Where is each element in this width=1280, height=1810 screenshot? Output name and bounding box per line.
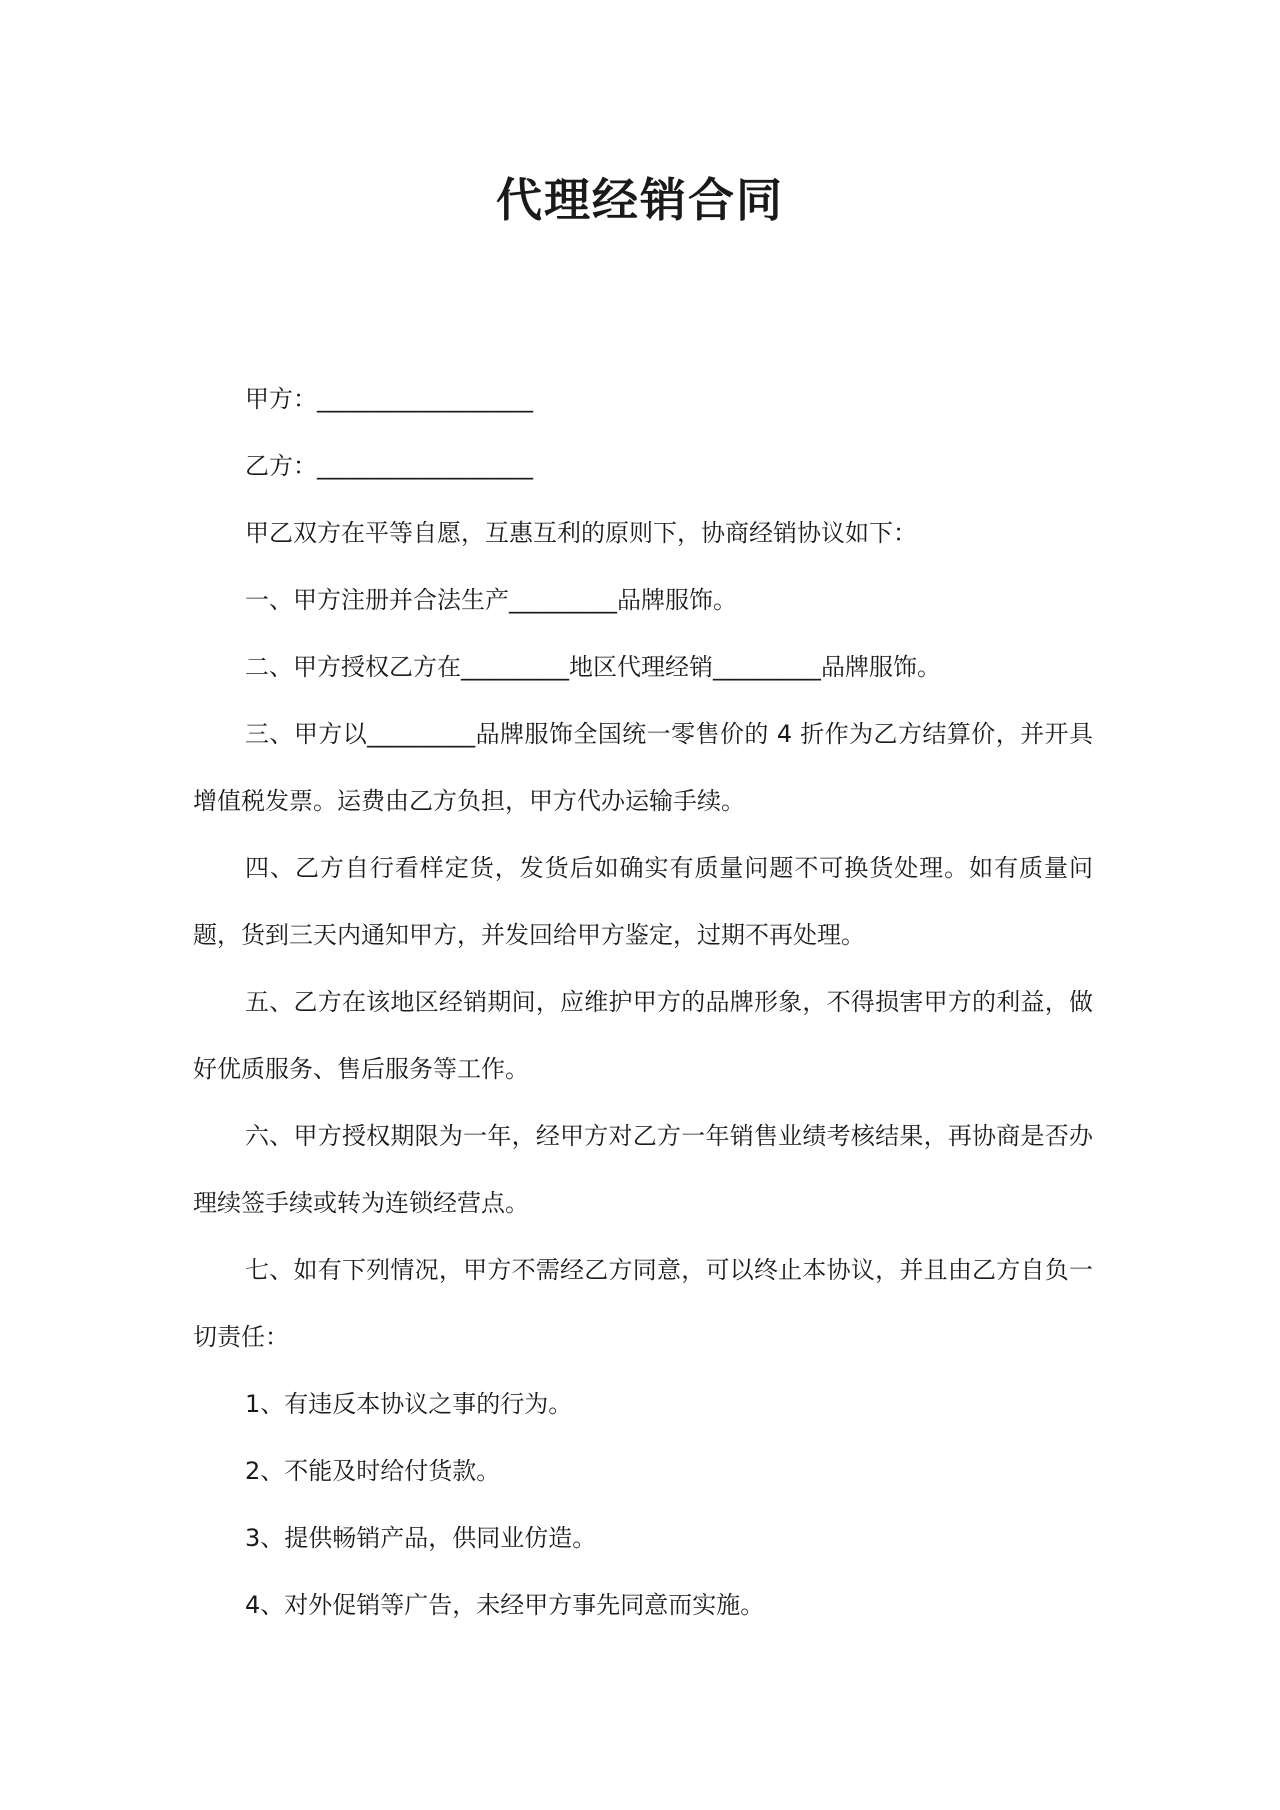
clause-6: 六、甲方授权期限为一年，经甲方对乙方一年销售业绩考核结果，再协商是否办理续签手续或转为连锁经营点。 [193,1122,1093,1217]
clause-2: 二、甲方授权乙方在_________地区代理经销_________品牌服饰。 [245,653,941,681]
document-body [193,366,1093,1639]
sub-item-1: 1、有违反本协议之事的行为。 [245,1390,573,1418]
clause-3: 三、甲方以_________品牌服饰全国统一零售价的 4 折作为乙方结算价，并开具增值税发票。运费由乙方负担，甲方代办运输手续。 [193,720,1093,815]
clause-4: 四、乙方自行看样定货，发货后如确实有质量问题不可换货处理。如有质量问题，货到三天内通知甲方，并发回给甲方鉴定，过期不再处理。 [193,854,1093,949]
sub-item-2: 2、不能及时给付货款。 [245,1457,501,1485]
clause-1: 一、甲方注册并合法生产_________品牌服饰。 [245,586,737,614]
party-b-line: 乙方：__________________ [245,452,533,480]
clause-5: 五、乙方在该地区经销期间，应维护甲方的品牌形象，不得损害甲方的利益，做好优质服务、售后服务等工作。 [193,988,1093,1083]
preamble-paragraph: 甲乙双方在平等自愿，互惠互利的原则下，协商经销协议如下： [245,519,917,547]
clause-7: 七、如有下列情况，甲方不需经乙方同意，可以终止本协议，并且由乙方自负一切责任： [193,1256,1093,1351]
sub-item-3: 3、提供畅销产品，供同业仿造。 [245,1524,597,1552]
sub-item-4: 4、对外促销等广告，未经甲方事先同意而实施。 [245,1591,765,1619]
document-title: 代理经销合同 [496,173,784,227]
party-a-line: 甲方：__________________ [245,385,533,413]
